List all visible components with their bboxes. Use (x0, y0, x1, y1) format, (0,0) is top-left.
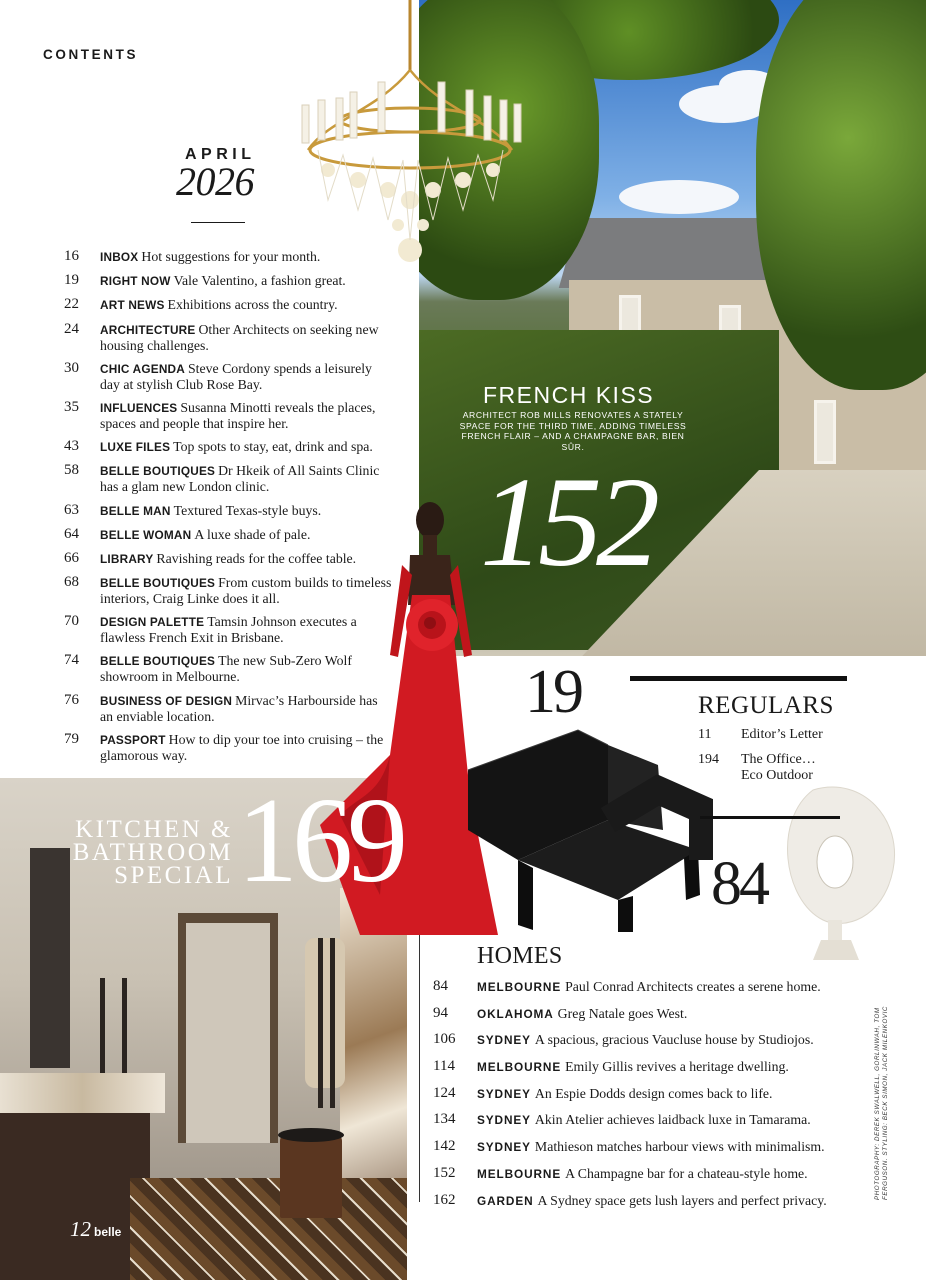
toc-item[interactable] (64, 249, 394, 265)
homes-description: A Sydney space gets lush layers and perfect privacy. (537, 1192, 827, 1208)
homes-item[interactable] (433, 1085, 873, 1112)
toc-page-number: 76 (64, 691, 79, 708)
homes-description: An Espie Dodds design comes back to life. (534, 1085, 773, 1101)
toc-description: Dr Hkeik of All Saints Clinic has a glam new London clinic. (100, 463, 380, 495)
toc-description: A luxe shade of pale. (194, 526, 311, 542)
toc-keyword: ART NEWS (100, 298, 165, 313)
toc-item[interactable] (64, 322, 394, 353)
homes-page-number: 84 (433, 978, 448, 994)
homes-page-number: 152 (433, 1164, 456, 1181)
section-label: CONTENTS (43, 47, 139, 62)
toc-description: Textured Texas-style buys. (173, 502, 322, 518)
toc-page-number: 22 (64, 296, 79, 313)
folio-brand: belle (94, 1225, 122, 1239)
homes-item[interactable] (433, 1111, 873, 1138)
toc-keyword: INBOX (100, 250, 139, 264)
toc-item[interactable] (64, 273, 394, 289)
homes-item[interactable] (433, 1165, 873, 1192)
toc-page-number: 30 (64, 359, 79, 376)
toc-item[interactable] (64, 503, 394, 519)
toc-keyword: DESIGN PALETTE (100, 615, 205, 630)
homes-item[interactable] (433, 978, 873, 1005)
homes-description: A spacious, gracious Vaucluse house by Studiojos. (534, 1032, 814, 1048)
toc-page-number: 64 (64, 525, 79, 542)
folio-page-number: 12 (70, 1217, 91, 1241)
issue-month: APRIL (185, 146, 256, 163)
toc-description: Mirvac’s Harbourside has an enviable location. (100, 692, 378, 724)
homes-keyword: GARDEN (477, 1193, 534, 1208)
homes-page-number: 106 (433, 1031, 456, 1048)
toc-keyword: BELLE WOMAN (100, 527, 192, 542)
homes-item[interactable] (433, 1192, 873, 1219)
homes-keyword: SYDNEY (477, 1086, 531, 1101)
homes-keyword: SYDNEY (477, 1113, 531, 1128)
homes-heading: HOMES (477, 943, 563, 969)
white-marble-sculpture-image (773, 780, 903, 960)
homes-description: A Champagne bar for a chateau-style home. (565, 1165, 808, 1181)
toc-description: Top spots to stay, eat, drink and spa. (173, 439, 373, 455)
homes-description: Paul Conrad Architects creates a serene home. (565, 979, 821, 994)
feature-page-number[interactable]: 152 (480, 451, 654, 593)
regulars-item[interactable] (698, 727, 858, 743)
toc-description: Hot suggestions for your month. (141, 249, 321, 264)
toc-item[interactable] (64, 614, 394, 645)
homes-page-number: 114 (433, 1058, 455, 1075)
homes-page-number: 94 (433, 1004, 448, 1021)
toc-description: Ravishing reads for the coffee table. (156, 550, 357, 566)
toc-description: How to dip your toe into cruising – the glamorous way. (100, 731, 384, 763)
homes-description: Emily Gillis revives a heritage dwelling. (565, 1059, 789, 1075)
homes-vertical-rule (419, 935, 420, 1202)
chair-page-number[interactable]: 19 (525, 658, 581, 726)
toc-item[interactable] (64, 361, 394, 392)
homes-keyword: MELBOURNE (477, 980, 562, 994)
issue-divider (191, 222, 245, 223)
black-armchair-image (458, 710, 713, 935)
toc-keyword: LIBRARY (100, 551, 154, 566)
kitchen-special-line: SPECIAL (114, 862, 233, 889)
kitchen-special-heading (58, 818, 233, 887)
regulars-description: Editor’s Letter (741, 727, 823, 742)
toc-item[interactable] (64, 439, 394, 455)
homes-keyword: MELBOURNE (477, 1060, 562, 1075)
toc-keyword: BELLE MAN (100, 503, 171, 518)
homes-item[interactable] (433, 1005, 873, 1032)
contents-list (64, 249, 394, 771)
toc-page-number: 63 (64, 501, 79, 518)
toc-keyword: BELLE BOUTIQUES (100, 464, 216, 479)
toc-keyword: ARCHITECTURE (100, 322, 196, 337)
homes-description: Mathieson matches harbour views with minimalism. (534, 1139, 825, 1155)
toc-page-number: 74 (64, 652, 79, 669)
homes-page-number: 162 (433, 1191, 456, 1208)
toc-item[interactable] (64, 653, 394, 684)
toc-keyword: INFLUENCES (100, 400, 178, 415)
kitchen-special-line: KITCHEN & (75, 816, 233, 843)
toc-keyword: BUSINESS OF DESIGN (100, 693, 233, 708)
regulars-item[interactable] (698, 752, 858, 784)
toc-description: Steve Cordony spends a leisurely day at stylish Club Rose Bay. (100, 360, 372, 392)
sculpture-page-number[interactable]: 84 (711, 850, 767, 918)
chandelier-image (288, 0, 528, 275)
feature-subtitle: ARCHITECT ROB MILLS RENOVATES A STATELY SPACE FOR THE THIRD TIME, ADDING TIMELESS FRENCH FLAIR – AND A CHAMPAGNE BAR, BIEN SÛR. (459, 410, 687, 452)
toc-description: The new Sub-Zero Wolf showroom in Melbourne. (100, 653, 352, 685)
toc-item[interactable] (64, 527, 394, 543)
toc-page-number: 66 (64, 549, 79, 566)
regulars-heading: REGULARS (698, 692, 834, 719)
toc-page-number: 35 (64, 398, 79, 415)
homes-item[interactable] (433, 1138, 873, 1165)
toc-page-number: 68 (64, 574, 79, 591)
homes-list (433, 978, 873, 1218)
toc-item[interactable] (64, 575, 394, 606)
toc-item[interactable] (64, 551, 394, 567)
toc-keyword: RIGHT NOW (100, 274, 171, 289)
regulars-page-number: 11 (698, 727, 712, 742)
kitchen-special-page-number[interactable]: 169 (237, 773, 402, 908)
homes-page-number: 142 (433, 1138, 456, 1155)
homes-page-number: 124 (433, 1084, 456, 1101)
toc-page-number: 24 (64, 320, 79, 337)
kitchen-special-line: BATHROOM (72, 839, 233, 866)
homes-keyword: SYDNEY (477, 1033, 531, 1048)
toc-item[interactable] (64, 732, 394, 763)
regulars-rule (630, 676, 847, 681)
toc-keyword: BELLE BOUTIQUES (100, 654, 216, 669)
feature-title: FRENCH KISS (483, 382, 655, 408)
page-folio (70, 1217, 121, 1242)
toc-item[interactable] (64, 297, 394, 313)
toc-description: Susanna Minotti reveals the places, spaces and people that inspire her. (100, 399, 376, 431)
toc-keyword: PASSPORT (100, 732, 166, 747)
toc-page-number: 58 (64, 462, 79, 479)
toc-description: Vale Valentino, a fashion great. (173, 273, 346, 289)
homes-keyword: MELBOURNE (477, 1166, 562, 1181)
photo-credits: PHOTOGRAPHY: DEREK SWALWELL, GORLINWAH, TOM FERGUSON. STYLING: BECK SIMON, JACK MILENKOVIC (874, 1005, 889, 1200)
regulars-list (698, 727, 858, 793)
toc-description: Tamsin Johnson executes a flawless French Exit in Brisbane. (100, 614, 357, 646)
toc-description: Other Architects on seeking new housing challenges. (100, 321, 379, 353)
homes-item[interactable] (433, 1058, 873, 1085)
homes-description: Greg Natale goes West. (557, 1005, 688, 1021)
homes-keyword: OKLAHOMA (477, 1006, 554, 1021)
toc-keyword: LUXE FILES (100, 440, 171, 455)
toc-keyword: BELLE BOUTIQUES (100, 576, 216, 591)
toc-page-number: 79 (64, 730, 79, 747)
regulars-page-number: 194 (698, 752, 719, 767)
regulars-description: The Office… Eco Outdoor (741, 752, 816, 783)
toc-description: Exhibitions across the country. (167, 297, 338, 313)
toc-page-number: 70 (64, 613, 79, 630)
homes-rule (700, 816, 840, 819)
toc-item[interactable] (64, 463, 394, 494)
toc-keyword: CHIC AGENDA (100, 361, 185, 376)
homes-item[interactable] (433, 1031, 873, 1058)
toc-page-number: 16 (64, 248, 79, 264)
homes-keyword: SYDNEY (477, 1140, 531, 1155)
issue-year: 2026 (176, 159, 254, 204)
homes-description: Akin Atelier achieves laidback luxe in Tamarama. (534, 1112, 811, 1128)
toc-page-number: 43 (64, 438, 79, 455)
toc-page-number: 19 (64, 272, 79, 289)
toc-description: From custom builds to timeless interiors, Craig Linke does it all. (100, 575, 392, 607)
homes-page-number: 134 (433, 1111, 456, 1128)
toc-item[interactable] (64, 400, 394, 431)
toc-item[interactable] (64, 693, 394, 724)
